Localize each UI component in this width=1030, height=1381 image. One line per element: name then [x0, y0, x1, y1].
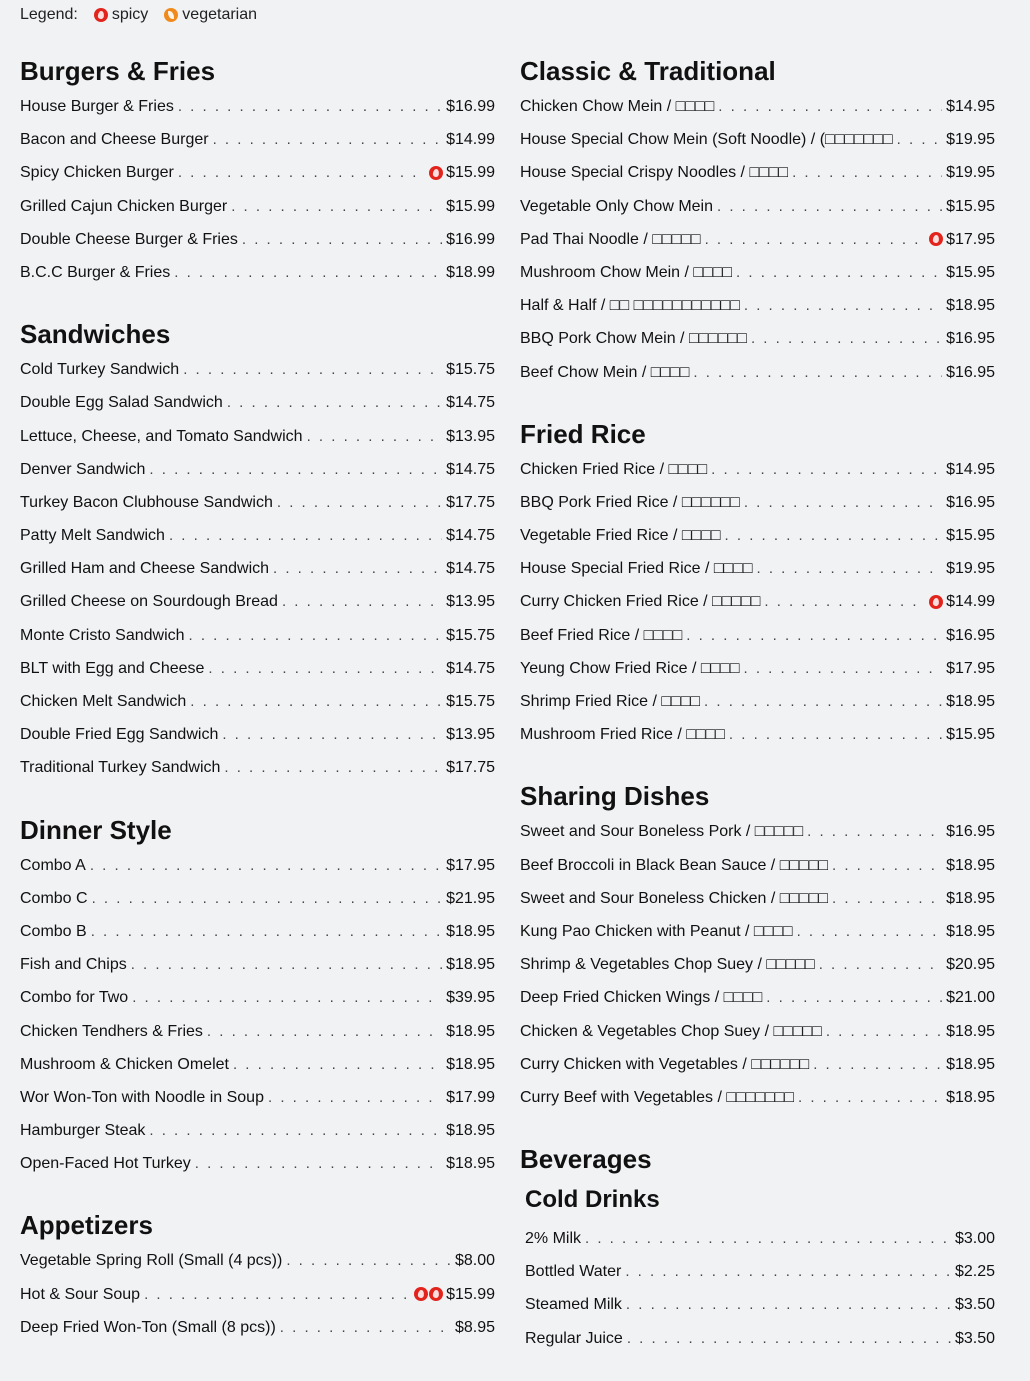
- spicy-icon: [429, 166, 443, 180]
- menu-item-price: $14.75: [446, 560, 495, 578]
- legend-spicy-label: spicy: [111, 6, 149, 23]
- menu-item-price: $17.75: [446, 759, 495, 777]
- menu-item[interactable]: [520, 882, 995, 915]
- menu-item-price: $17.95: [446, 856, 495, 874]
- menu-item-price: $21.00: [946, 989, 995, 1007]
- menu-item-name: Hamburger Steak: [20, 1122, 146, 1140]
- menu-item-price: $18.95: [946, 856, 995, 874]
- menu-item[interactable]: [20, 948, 495, 981]
- dot-leader: [222, 718, 442, 751]
- menu-item-name: BBQ Pork Fried Rice / □□□□□□: [520, 493, 740, 511]
- menu-section-burgers-fries: [20, 52, 495, 289]
- menu-item-price: $18.95: [446, 956, 495, 974]
- menu-item-name: Grilled Cajun Chicken Burger: [20, 197, 228, 215]
- menu-item[interactable]: [20, 685, 495, 718]
- menu-item[interactable]: [520, 90, 995, 123]
- menu-item-name: Bottled Water: [525, 1263, 622, 1281]
- menu-item[interactable]: [520, 948, 995, 981]
- menu-item[interactable]: [20, 420, 495, 453]
- menu-item[interactable]: [520, 190, 995, 223]
- menu-item-price: $8.95: [454, 1318, 495, 1336]
- dot-leader: [704, 685, 942, 718]
- dot-leader: [807, 815, 942, 848]
- menu-item-price: $18.95: [946, 297, 995, 315]
- menu-item[interactable]: [520, 453, 995, 486]
- dot-leader: [178, 90, 442, 123]
- dot-leader: [149, 453, 442, 486]
- menu-item-name: Mushroom Fried Rice / □□□□: [520, 726, 725, 744]
- menu-item[interactable]: [520, 685, 995, 718]
- menu-item[interactable]: [520, 585, 995, 618]
- legend: [20, 5, 257, 25]
- menu-item[interactable]: [520, 256, 995, 289]
- menu-item-price: $18.95: [446, 1155, 495, 1173]
- menu-item[interactable]: [520, 981, 995, 1014]
- menu-item[interactable]: [520, 552, 995, 585]
- menu-item[interactable]: [20, 652, 495, 685]
- menu-item-price: $2.25: [954, 1263, 995, 1281]
- menu-item[interactable]: [20, 882, 495, 915]
- menu-section-sharing-dishes: [520, 777, 995, 1114]
- dot-leader: [90, 849, 442, 882]
- dot-leader: [169, 519, 442, 552]
- menu-item-name: Shrimp & Vegetables Chop Suey / □□□□□: [520, 956, 815, 974]
- menu-item-price: $15.95: [946, 197, 995, 215]
- menu-item[interactable]: [20, 619, 495, 652]
- menu-item[interactable]: [20, 1311, 495, 1344]
- menu-item[interactable]: [20, 915, 495, 948]
- menu-item-price: $18.95: [946, 922, 995, 940]
- menu-item-price: $14.95: [946, 460, 995, 478]
- dot-leader: [189, 619, 443, 652]
- menu-item-name: Denver Sandwich: [20, 460, 146, 478]
- dot-leader: [764, 585, 925, 618]
- vegetarian-icon: [164, 8, 178, 22]
- menu-item-name: Mushroom Chow Mein / □□□□: [520, 263, 733, 281]
- menu-item[interactable]: [525, 1222, 995, 1255]
- dot-leader: [736, 256, 942, 289]
- menu-section-classic-traditional: [520, 52, 995, 389]
- dot-leader: [766, 981, 942, 1014]
- menu-item[interactable]: [20, 1147, 495, 1180]
- menu-item[interactable]: [525, 1322, 995, 1355]
- dot-leader: [195, 1147, 442, 1180]
- menu-item-price: $14.95: [946, 98, 995, 115]
- menu-item[interactable]: [525, 1255, 995, 1288]
- menu-item-price: $3.00: [954, 1230, 995, 1248]
- menu-item-price: $14.75: [446, 394, 495, 412]
- menu-item-price: $14.99: [946, 593, 995, 611]
- menu-item-name: Mushroom & Chicken Omelet: [20, 1055, 229, 1073]
- menu-item[interactable]: [20, 190, 495, 223]
- menu-item-name: House Burger & Fries: [20, 98, 174, 115]
- menu-item-name: Beef Chow Mein / □□□□: [520, 363, 690, 381]
- dot-leader: [132, 981, 442, 1014]
- menu-item[interactable]: [20, 849, 495, 882]
- dot-leader: [744, 486, 942, 519]
- dot-leader: [242, 223, 442, 256]
- menu-item[interactable]: [20, 1244, 495, 1277]
- menu-item-name: Open-Faced Hot Turkey: [20, 1155, 191, 1173]
- menu-item[interactable]: [520, 486, 995, 519]
- dot-leader: [149, 1114, 442, 1147]
- dot-leader: [627, 1322, 951, 1355]
- menu-item-price: $15.75: [446, 361, 495, 379]
- menu-item-price: $15.95: [946, 527, 995, 545]
- menu-item-price: $16.95: [946, 823, 995, 841]
- dot-leader: [273, 552, 442, 585]
- menu-item-price: $19.95: [946, 560, 995, 578]
- menu-item-name: Curry Chicken with Vegetables / □□□□□□: [520, 1055, 810, 1073]
- menu-item-price: $16.99: [446, 230, 495, 248]
- menu-item[interactable]: [520, 815, 995, 848]
- dot-leader: [207, 1015, 442, 1048]
- menu-column-left: [20, 52, 495, 1370]
- menu-item[interactable]: [20, 386, 495, 419]
- dot-leader: [744, 289, 942, 322]
- menu-item-price: $15.75: [446, 693, 495, 710]
- menu-item-price: $18.95: [446, 1022, 495, 1040]
- section-title: Beverages: [520, 1144, 652, 1175]
- menu-item-name: Double Fried Egg Sandwich: [20, 726, 219, 744]
- menu-item-price: $8.00: [454, 1252, 495, 1270]
- menu-item-name: Combo B: [20, 922, 87, 940]
- menu-item[interactable]: [20, 453, 495, 486]
- dot-leader: [711, 453, 942, 486]
- menu-section-dinner-style: [20, 811, 495, 1181]
- menu-item[interactable]: [20, 585, 495, 618]
- menu-item-name: Beef Fried Rice / □□□□: [520, 626, 683, 644]
- menu-item[interactable]: [20, 519, 495, 552]
- menu-item[interactable]: [520, 849, 995, 882]
- dot-leader: [178, 156, 425, 189]
- menu-item-price: $18.95: [946, 889, 995, 907]
- menu-item[interactable]: [20, 981, 495, 1014]
- dot-leader: [227, 386, 442, 419]
- menu-item-price: $39.95: [446, 989, 495, 1007]
- dot-leader: [832, 849, 942, 882]
- menu-item-price: $16.95: [946, 493, 995, 511]
- dot-leader: [625, 1255, 951, 1288]
- menu-section-appetizers: [20, 1206, 495, 1344]
- menu-item[interactable]: [20, 1114, 495, 1147]
- dot-leader: [286, 1244, 451, 1277]
- menu-item[interactable]: [20, 552, 495, 585]
- menu-item-price: $3.50: [954, 1296, 995, 1314]
- menu-item-name: Cold Turkey Sandwich: [20, 361, 180, 379]
- menu-item-name: Vegetable Fried Rice / □□□□: [520, 527, 721, 545]
- menu-item-name: House Special Chow Mein (Soft Noodle) / (□□□□□□□: [520, 131, 893, 149]
- dot-leader: [717, 190, 942, 223]
- legend-item-vegetarian: [164, 6, 257, 24]
- spicy-icon: [929, 595, 943, 609]
- menu-item[interactable]: [520, 322, 995, 355]
- menu-item[interactable]: [520, 1015, 995, 1048]
- dot-leader: [693, 356, 942, 389]
- menu-item-price: $13.95: [446, 726, 495, 744]
- dot-leader: [792, 156, 942, 189]
- menu-item-name: Curry Beef with Vegetables / □□□□□□□: [520, 1088, 794, 1106]
- menu-item-price: $15.99: [446, 164, 495, 182]
- dot-leader: [208, 652, 442, 685]
- menu-item-price: $15.75: [446, 626, 495, 644]
- dot-leader: [224, 751, 442, 784]
- dot-leader: [233, 1048, 442, 1081]
- menu-item-price: $19.95: [946, 131, 995, 149]
- menu-item-name: 2% Milk: [525, 1230, 582, 1248]
- spicy-icon: [94, 8, 108, 22]
- dot-leader: [797, 915, 942, 948]
- menu-item[interactable]: [525, 1288, 995, 1321]
- menu-item-name: BLT with Egg and Cheese: [20, 659, 205, 677]
- dot-leader: [268, 1081, 442, 1114]
- legend-label: Legend:: [20, 6, 78, 23]
- menu-item-name: Regular Juice: [525, 1329, 623, 1347]
- menu-item-name: Traditional Turkey Sandwich: [20, 759, 221, 777]
- menu-item-name: Lettuce, Cheese, and Tomato Sandwich: [20, 427, 303, 445]
- section-title: Fried Rice: [520, 418, 646, 449]
- section-title: Burgers & Fries: [20, 56, 216, 86]
- spicy-icon: [929, 232, 943, 246]
- menu-item[interactable]: [520, 1048, 995, 1081]
- menu-item[interactable]: [520, 223, 995, 256]
- menu-item[interactable]: [20, 353, 495, 386]
- menu-item-name: Combo C: [20, 889, 88, 907]
- menu-item-name: Chicken & Vegetables Chop Suey / □□□□□: [520, 1022, 822, 1040]
- dot-leader: [897, 123, 942, 156]
- menu-item-name: Sweet and Sour Boneless Pork / □□□□□: [520, 823, 804, 841]
- dot-leader: [585, 1222, 951, 1255]
- dot-leader: [144, 1278, 410, 1311]
- subsection-items: [520, 1222, 995, 1355]
- menu-item-price: $16.99: [446, 98, 495, 115]
- menu-item-price: $17.75: [446, 493, 495, 511]
- menu-item-name: Combo A: [20, 856, 86, 874]
- menu-item-badges: [929, 595, 943, 609]
- menu-item[interactable]: [520, 915, 995, 948]
- menu-item-name: Double Cheese Burger & Fries: [20, 230, 238, 248]
- subsection-title: Cold Drinks: [525, 1186, 660, 1214]
- dot-leader: [832, 882, 942, 915]
- menu-item-badges: [429, 166, 443, 180]
- menu-item-price: $3.50: [954, 1329, 995, 1347]
- dot-leader: [757, 552, 943, 585]
- menu-item-name: Wor Won-Ton with Noodle in Soup: [20, 1088, 264, 1106]
- menu-item-price: $18.95: [946, 1055, 995, 1073]
- menu-item-price: $16.95: [946, 626, 995, 644]
- menu-item-name: House Special Crispy Noodles / □□□□: [520, 164, 789, 182]
- menu-item[interactable]: [20, 256, 495, 289]
- dot-leader: [174, 256, 442, 289]
- menu-item-name: Vegetable Only Chow Mein: [520, 197, 713, 215]
- menu-item-price: $19.95: [946, 164, 995, 182]
- dot-leader: [183, 353, 442, 386]
- dot-leader: [729, 718, 942, 751]
- menu-item[interactable]: [520, 356, 995, 389]
- menu-item-price: $14.75: [446, 659, 495, 677]
- menu-item[interactable]: [20, 156, 495, 189]
- menu-item-name: B.C.C Burger & Fries: [20, 263, 171, 281]
- dot-leader: [798, 1081, 942, 1114]
- menu-item[interactable]: [520, 289, 995, 322]
- menu-item[interactable]: [520, 519, 995, 552]
- dot-leader: [131, 948, 442, 981]
- dot-leader: [725, 519, 943, 552]
- menu-item-name: Deep Fried Won-Ton (Small (8 pcs)): [20, 1318, 276, 1336]
- menu-item-price: $17.99: [446, 1088, 495, 1106]
- menu-item-name: Chicken Chow Mein / □□□□: [520, 98, 715, 115]
- dot-leader: [705, 223, 926, 256]
- menu-item-name: Yeung Chow Fried Rice / □□□□: [520, 659, 740, 677]
- dot-leader: [626, 1288, 951, 1321]
- dot-leader: [826, 1015, 942, 1048]
- menu-item[interactable]: [20, 751, 495, 784]
- menu-item-price: $17.95: [946, 230, 995, 248]
- spicy-icon: [414, 1287, 428, 1301]
- menu-item-name: Deep Fried Chicken Wings / □□□□: [520, 989, 763, 1007]
- section-title: Appetizers: [20, 1210, 153, 1241]
- dot-leader: [751, 322, 942, 355]
- menu-item-name: Vegetable Spring Roll (Small (4 pcs)): [20, 1252, 283, 1270]
- menu-item-price: $14.99: [446, 131, 495, 149]
- dot-leader: [813, 1048, 942, 1081]
- menu-item-name: Turkey Bacon Clubhouse Sandwich: [20, 493, 273, 511]
- menu-item-name: Hot & Sour Soup: [20, 1285, 141, 1303]
- menu-item[interactable]: [520, 156, 995, 189]
- menu-item-name: Grilled Cheese on Sourdough Bread: [20, 593, 278, 611]
- menu-item-name: Bacon and Cheese Burger: [20, 131, 209, 149]
- dot-leader: [213, 123, 442, 156]
- menu-item-name: Shrimp Fried Rice / □□□□: [520, 693, 701, 710]
- menu-item-price: $13.95: [446, 427, 495, 445]
- menu-item-price: $18.95: [946, 693, 995, 710]
- menu-item-price: $15.95: [946, 263, 995, 281]
- menu-item-price: $15.95: [946, 726, 995, 744]
- menu-item-name: Fish and Chips: [20, 956, 127, 974]
- menu-section-sandwiches: [20, 315, 495, 784]
- menu-item-name: Chicken Fried Rice / □□□□: [520, 460, 708, 478]
- menu-item[interactable]: [20, 223, 495, 256]
- dot-leader: [190, 685, 442, 718]
- menu-item-price: $16.95: [946, 363, 995, 381]
- menu-item[interactable]: [520, 718, 995, 751]
- menu-item-price: $15.99: [446, 197, 495, 215]
- menu-item-price: $18.95: [446, 1122, 495, 1140]
- menu-item-price: $14.75: [446, 527, 495, 545]
- section-title: Sharing Dishes: [520, 781, 710, 812]
- legend-item-spicy: [94, 6, 148, 24]
- menu-item-name: House Special Fried Rice / □□□□: [520, 560, 753, 578]
- section-title: Dinner Style: [20, 814, 172, 845]
- dot-leader: [744, 652, 943, 685]
- menu-item[interactable]: [520, 1081, 995, 1114]
- menu-item-price: $21.95: [446, 889, 495, 907]
- menu-item-name: Chicken Tendhers & Fries: [20, 1022, 203, 1040]
- menu-item-name: Chicken Melt Sandwich: [20, 693, 187, 710]
- menu-item-price: $16.95: [946, 330, 995, 348]
- menu-item-name: Double Egg Salad Sandwich: [20, 394, 223, 412]
- menu-item-price: $17.95: [946, 659, 995, 677]
- dot-leader: [231, 190, 442, 223]
- menu-item[interactable]: [20, 1278, 495, 1311]
- menu-item-name: Curry Chicken Fried Rice / □□□□□: [520, 593, 761, 611]
- menu-section-beverages: [520, 1140, 995, 1355]
- menu-item[interactable]: [20, 1048, 495, 1081]
- menu-item-name: BBQ Pork Chow Mein / □□□□□□: [520, 330, 747, 348]
- menu-item-name: Spicy Chicken Burger: [20, 164, 174, 182]
- menu-item-price: $18.95: [946, 1088, 995, 1106]
- menu-item-badges: [929, 232, 943, 246]
- section-title: Classic & Traditional: [520, 56, 776, 86]
- dot-leader: [277, 486, 442, 519]
- menu-item-price: $18.95: [446, 1055, 495, 1073]
- menu-item[interactable]: [20, 486, 495, 519]
- dot-leader: [91, 915, 442, 948]
- section-title: Sandwiches: [20, 319, 171, 350]
- menu-item[interactable]: [20, 90, 495, 123]
- menu-item-price: $18.99: [446, 263, 495, 281]
- menu-item[interactable]: [20, 718, 495, 751]
- dot-leader: [718, 90, 942, 123]
- menu-item-name: Sweet and Sour Boneless Chicken / □□□□□: [520, 889, 829, 907]
- menu-section-fried-rice: [520, 415, 995, 752]
- menu-item-name: Monte Cristo Sandwich: [20, 626, 185, 644]
- menu-item-price: $15.99: [446, 1285, 495, 1303]
- menu-item-price: $13.95: [446, 593, 495, 611]
- menu-item-name: Steamed Milk: [525, 1296, 622, 1314]
- dot-leader: [280, 1311, 451, 1344]
- menu-item[interactable]: [20, 1015, 495, 1048]
- menu-item-name: Kung Pao Chicken with Peanut / □□□□: [520, 922, 793, 940]
- menu-item[interactable]: [20, 1081, 495, 1114]
- menu-item-price: $14.75: [446, 460, 495, 478]
- menu-item-name: Half & Half / □□ □□□□□□□□□□□: [520, 297, 740, 315]
- menu-item[interactable]: [520, 619, 995, 652]
- menu-column-right: [520, 52, 995, 1381]
- dot-leader: [307, 420, 443, 453]
- menu-item-badges: [414, 1287, 443, 1301]
- dot-leader: [282, 585, 442, 618]
- menu-item-name: Combo for Two: [20, 989, 129, 1007]
- dot-leader: [686, 619, 942, 652]
- legend-vegetarian-label: vegetarian: [182, 6, 258, 23]
- menu-item[interactable]: [20, 123, 495, 156]
- menu-item-price: $18.95: [946, 1022, 995, 1040]
- menu-item-name: Pad Thai Noodle / □□□□□: [520, 230, 701, 248]
- menu-item-name: Patty Melt Sandwich: [20, 527, 165, 545]
- menu-item-name: Grilled Ham and Cheese Sandwich: [20, 560, 270, 578]
- menu-item-price: $20.95: [946, 956, 995, 974]
- menu-item-price: $18.95: [446, 922, 495, 940]
- dot-leader: [819, 948, 942, 981]
- dot-leader: [92, 882, 442, 915]
- spicy-icon: [429, 1287, 443, 1301]
- menu-item[interactable]: [520, 652, 995, 685]
- menu-item[interactable]: [520, 123, 995, 156]
- menu-item-name: Beef Broccoli in Black Bean Sauce / □□□□□: [520, 856, 829, 874]
